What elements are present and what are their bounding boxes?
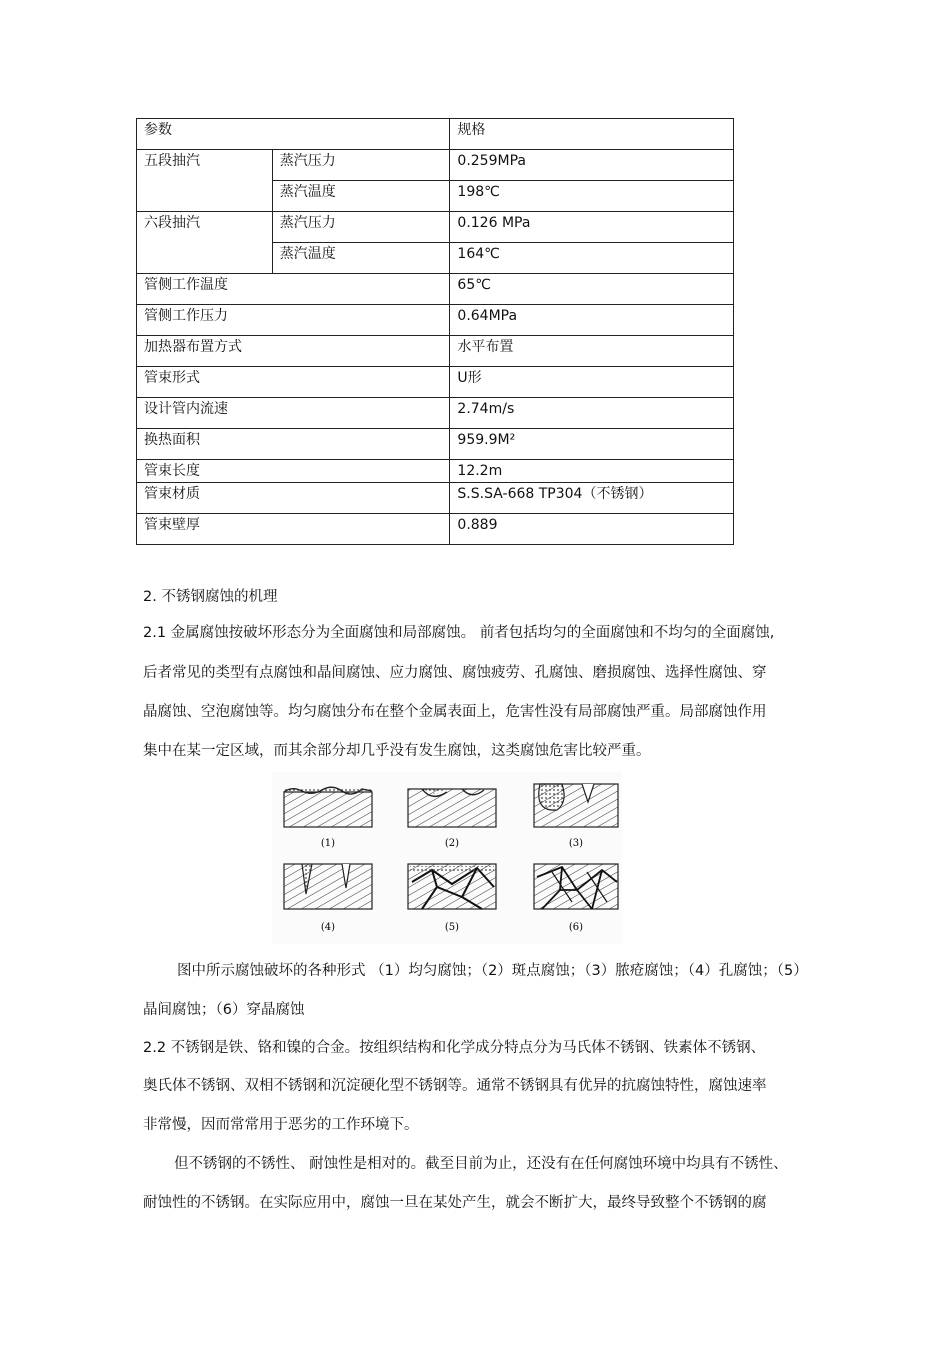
value-cell: 0.259MPa — [450, 150, 734, 181]
paragraph-line: 2.1 金属腐蚀按破坏形态分为全面腐蚀和局部腐蚀。 前者包括均匀的全面腐蚀和不均匀的全面腐蚀, — [143, 625, 775, 641]
value-cell: 2.74m/s — [450, 398, 734, 429]
figure-label: (3) — [568, 838, 584, 849]
sub-label: 蒸汽温度 — [272, 243, 450, 274]
header-spec: 规格 — [450, 119, 734, 150]
paragraph-line: 非常慢，因而常常用于恶劣的工作环境下。 — [143, 1117, 419, 1133]
figure-panel-3 — [534, 784, 618, 827]
header-param: 参数 — [137, 119, 450, 150]
value-cell: 164℃ — [450, 243, 734, 274]
value-cell: 0.64MPa — [450, 305, 734, 336]
table-row — [137, 305, 734, 336]
value-cell: U形 — [450, 367, 734, 398]
row-label: 管束长度 — [137, 460, 450, 483]
table-row — [137, 460, 734, 483]
value-cell: 12.2m — [450, 460, 734, 483]
figure-panel-1 — [284, 787, 372, 827]
row-label: 加热器布置方式 — [137, 336, 450, 367]
table-header-row — [137, 119, 734, 150]
paragraph-line: 奥氏体不锈钢、双相不锈钢和沉淀硬化型不锈钢等。通常不锈钢具有优异的抗腐蚀特性，腐蚀速率 — [143, 1078, 767, 1094]
value-cell: 65℃ — [450, 274, 734, 305]
section-heading: 2. 不锈钢腐蚀的机理 — [143, 589, 278, 605]
figure-panel-5 — [408, 864, 496, 909]
corrosion-forms-figure — [272, 772, 622, 944]
value-cell: 水平布置 — [450, 336, 734, 367]
table-row — [137, 483, 734, 514]
table-row — [137, 336, 734, 367]
row-label: 管束材质 — [137, 483, 450, 514]
group-label: 六段抽汽 — [137, 212, 273, 274]
paragraph-line: 晶腐蚀、空泡腐蚀等。均匀腐蚀分布在整个金属表面上，危害性没有局部腐蚀严重。局部腐蚀作用 — [143, 704, 767, 720]
row-label: 设计管内流速 — [137, 398, 450, 429]
table-row — [137, 429, 734, 460]
value-cell: 198℃ — [450, 181, 734, 212]
value-cell: 0.889 — [450, 514, 734, 545]
row-label: 管束形式 — [137, 367, 450, 398]
figure-label: (1) — [320, 838, 336, 849]
paragraph-line: 耐蚀性的不锈钢。在实际应用中，腐蚀一旦在某处产生，就会不断扩大，最终导致整个不锈钢的腐 — [143, 1195, 767, 1211]
figure-panel-6 — [534, 864, 618, 909]
table-row — [137, 398, 734, 429]
figure-label: (2) — [444, 838, 460, 849]
figure-panel-4 — [284, 864, 372, 909]
figure-label: (5) — [444, 922, 460, 933]
value-cell: S.S.SA-668 TP304（不锈钢） — [450, 483, 734, 514]
value-cell: 0.126 MPa — [450, 212, 734, 243]
paragraph-line: 后者常见的类型有点腐蚀和晶间腐蚀、应力腐蚀、腐蚀疲劳、孔腐蚀、磨损腐蚀、选择性腐蚀、穿 — [143, 665, 767, 681]
value-cell: 959.9M² — [450, 429, 734, 460]
row-label: 管侧工作压力 — [137, 305, 450, 336]
row-label: 换热面积 — [137, 429, 450, 460]
row-label: 管侧工作温度 — [137, 274, 450, 305]
spec-table — [136, 118, 734, 545]
paragraph-line: 2.2 不锈钢是铁、铬和镍的合金。按组织结构和化学成分特点分为马氏体不锈钢、铁素体不锈钢、 — [143, 1040, 766, 1056]
figure-label: (6) — [568, 922, 584, 933]
table-row — [137, 514, 734, 545]
table-row — [137, 274, 734, 305]
table-row — [137, 212, 734, 243]
table-row — [137, 150, 734, 181]
group-label: 五段抽汽 — [137, 150, 273, 212]
paragraph-line: 但不锈钢的不锈性、 耐蚀性是相对的。截至目前为止，还没有在任何腐蚀环境中均具有不锈性、 — [174, 1156, 788, 1172]
figure-label: (4) — [320, 922, 336, 933]
sub-label: 蒸汽压力 — [272, 150, 450, 181]
row-label: 管束壁厚 — [137, 514, 450, 545]
figure-caption-line: 晶间腐蚀；（6）穿晶腐蚀 — [143, 1002, 305, 1018]
figure-panel-2 — [408, 789, 496, 827]
table-row — [137, 367, 734, 398]
sub-label: 蒸汽压力 — [272, 212, 450, 243]
paragraph-line: 集中在某一定区域，而其余部分却几乎没有发生腐蚀，这类腐蚀危害比较严重。 — [143, 743, 651, 759]
figure-caption-line: 图中所示腐蚀破坏的各种形式 （1）均匀腐蚀；（2）斑点腐蚀；（3）脓疮腐蚀；（4）孔腐蚀；（5） — [177, 963, 808, 979]
sub-label: 蒸汽温度 — [272, 181, 450, 212]
